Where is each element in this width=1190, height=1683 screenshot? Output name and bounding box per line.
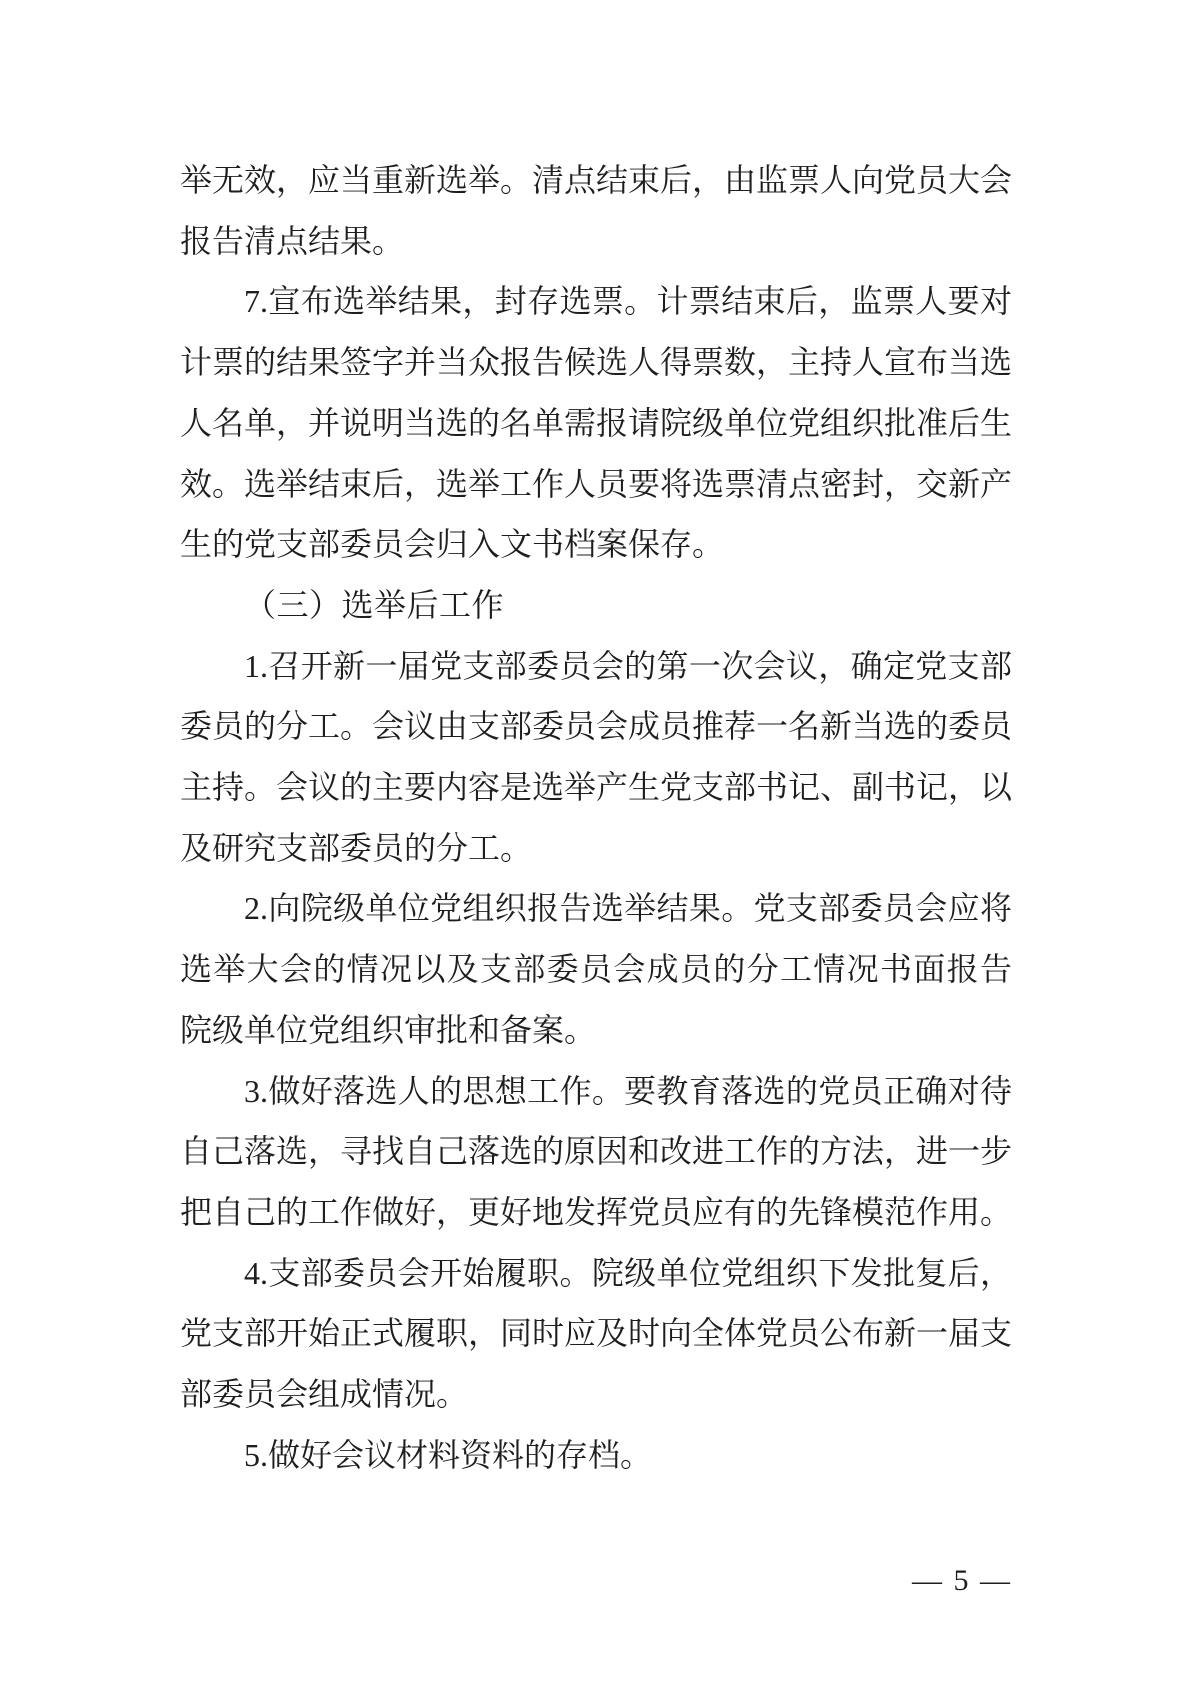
text-line: 人名单，并说明当选的名单需报请院级单位党组织批准后生 — [180, 404, 1013, 441]
text-line: 把自己的工作做好，更好地发挥党员应有的先锋模范作用。 — [180, 1193, 1013, 1230]
document-body — [180, 150, 1012, 1485]
text-line: 委员的分工。会议由支部委员会成员推荐一名新当选的委员 — [180, 708, 1013, 745]
page-number: — 5 — — [912, 1564, 1012, 1597]
text-line: 部委员会组成情况。 — [180, 1376, 469, 1413]
paragraph — [180, 1243, 1012, 1425]
text-line: 计票的结果签字并当众报告候选人得票数，主持人宣布当选 — [180, 344, 1013, 381]
paragraph — [180, 878, 1012, 1060]
text-line: 生的党支部委员会归入文书档案保存。 — [180, 526, 725, 563]
text-line: 院级单位党组织审批和备案。 — [180, 1011, 597, 1048]
text-line: 3.做好落选人的思想工作。要教育落选的党员正确对待 — [244, 1072, 1012, 1109]
text-line: 5.做好会议材料资料的存档。 — [244, 1436, 653, 1473]
paragraph — [180, 271, 1012, 575]
text-line: 主持。会议的主要内容是选举产生党支部书记、副书记，以 — [180, 769, 1013, 806]
text-line: 2.向院级单位党组织报告选举结果。党支部委员会应将 — [244, 890, 1012, 927]
text-line: 举无效，应当重新选举。清点结束后，由监票人向党员大会 — [180, 162, 1013, 198]
text-line: 党支部开始正式履职，同时应及时向全体党员公布新一届支 — [180, 1315, 1013, 1352]
text-line: 效。选举结束后，选举工作人员要将选票清点密封，交新产 — [180, 465, 1013, 502]
text-line: 及研究支部委员的分工。 — [180, 829, 533, 866]
text-line: 1.召开新一届党支部委员会的第一次会议，确定党支部 — [244, 647, 1012, 684]
text-line: 7.宣布选举结果，封存选票。计票结束后，监票人要对 — [244, 283, 1012, 320]
section-heading — [180, 575, 1012, 636]
paragraph — [180, 1425, 1012, 1486]
text-line: 选举大会的情况以及支部委员会成员的分工情况书面报告 — [180, 951, 1012, 988]
paragraph — [180, 1061, 1012, 1243]
text-line: 报告清点结果。 — [180, 222, 405, 259]
paragraph — [180, 636, 1012, 879]
text-line: 4.支部委员会开始履职。院级单位党组织下发批复后， — [244, 1254, 1012, 1291]
paragraph — [180, 150, 1012, 271]
text-line: （三）选举后工作 — [244, 586, 505, 623]
text-line: 自己落选，寻找自己落选的原因和改进工作的方法，进一步 — [180, 1133, 1013, 1170]
